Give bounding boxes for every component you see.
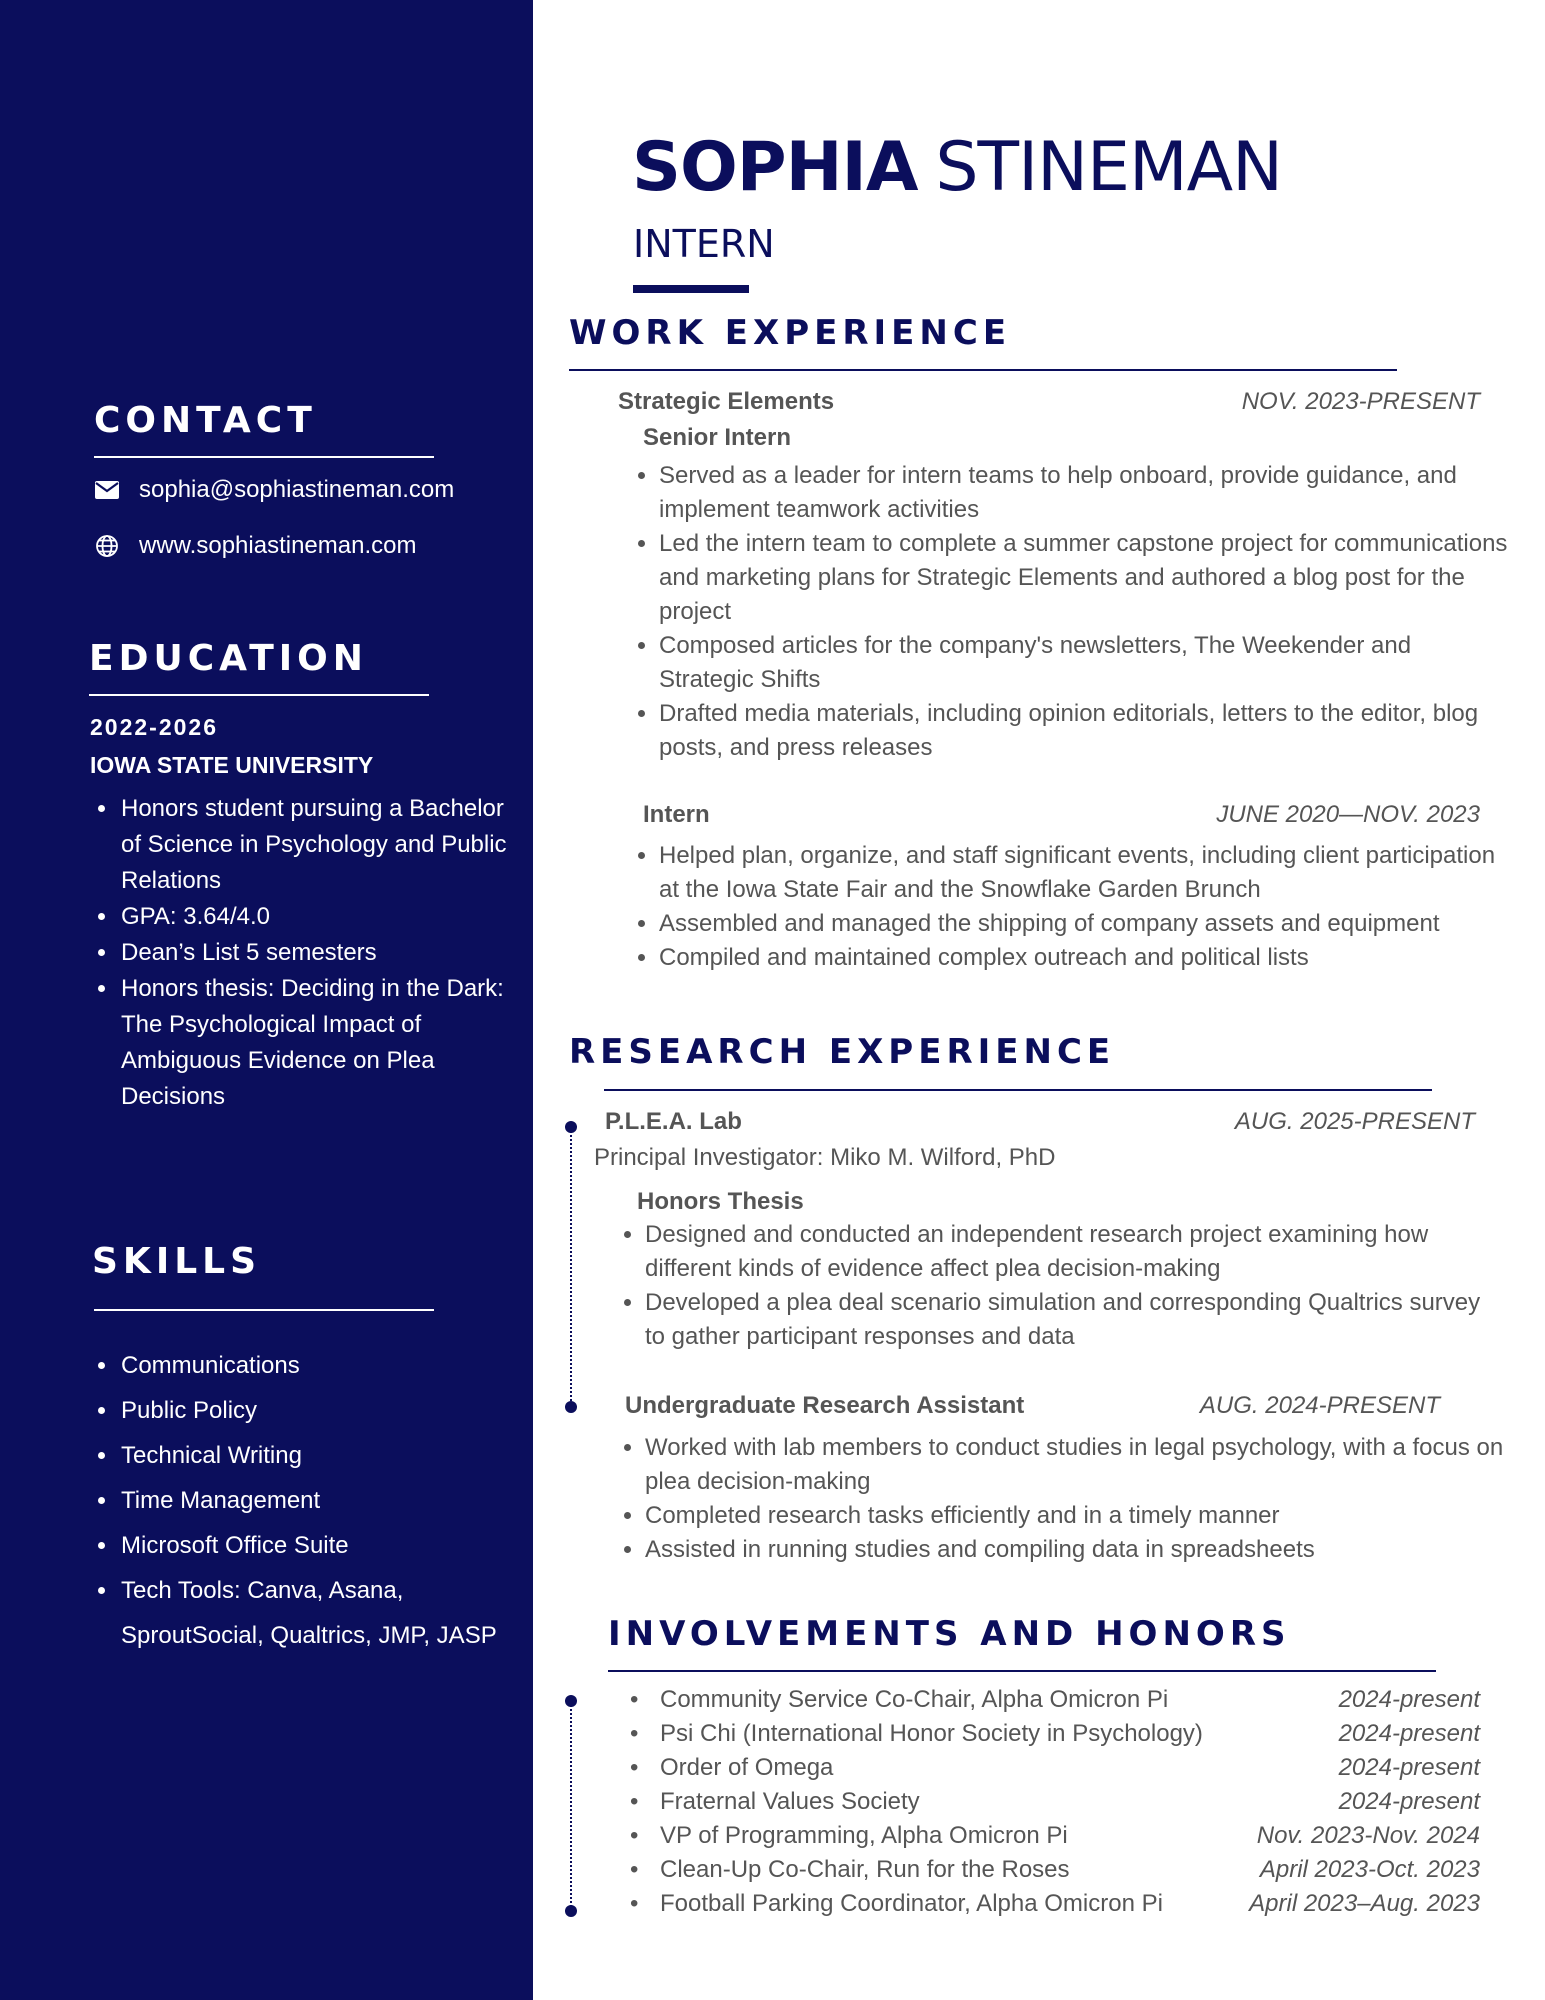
work-bullet: • Served as a leader for intern teams to help onboard, provide guidance, and implement teamwork activities [659,459,1509,527]
honor-item [630,1717,1480,1751]
honor-item [630,1853,1480,1887]
work-role-bullets [631,839,1509,975]
honors-timeline [570,1705,572,1911]
research-bullet: • Designed and conducted an independent research project examining how different kinds of evidence affect plea decision-making [645,1218,1505,1286]
contact-website[interactable]: www.sophiastineman.com [139,532,417,559]
honors-heading: INVOLVEMENTS AND HONORS [608,1614,1291,1654]
research-bullet: • Assisted in running studies and compiling data in spreadsheets [645,1533,1505,1567]
research-pi: Principal Investigator: Miko M. Wilford, PhD [594,1144,1056,1171]
skills-divider [94,1309,434,1311]
contact-website-row[interactable] [95,532,416,560]
honor-item [630,1751,1480,1785]
timeline-dot [565,1695,577,1707]
research-divider [604,1089,1432,1091]
research-role-bullets [617,1431,1505,1567]
research-org-date: AUG. 2025-PRESENT [1234,1108,1475,1135]
work-bullet: • Compiled and maintained complex outreach and political lists [659,941,1509,975]
skill-item: • Microsoft Office Suite [119,1523,519,1568]
last-name: STINEMAN [935,128,1283,207]
skill-item: • Time Management [119,1478,519,1523]
honor-date: 2024-present [1338,1720,1480,1747]
contact-divider [94,456,434,458]
education-years: 2022-2026 [90,714,218,740]
honor-item [630,1819,1480,1853]
sidebar [0,0,533,2000]
contact-email[interactable]: sophia@sophiastineman.com [139,476,455,503]
honor-label: • Community Service Co-Chair, Alpha Omicron Pi [630,1683,1168,1717]
work-role-date: NOV. 2023-PRESENT [1241,388,1480,415]
honor-date: 2024-present [1338,1788,1480,1815]
honor-date: Nov. 2023-Nov. 2024 [1256,1822,1480,1849]
honor-date: 2024-present [1338,1686,1480,1713]
education-item: • GPA: 3.64/4.0 [119,899,519,935]
work-bullet: • Led the intern team to complete a summer capstone project for communications and marketing plans for Strategic Elements and authored a blog post for the project [659,527,1509,629]
skill-item: • Public Policy [119,1388,519,1433]
education-item: • Honors student pursuing a Bachelor of Science in Psychology and Public Relations [119,791,519,899]
globe-icon [95,534,119,558]
first-name: SOPHIA [632,128,918,207]
honors-list [630,1683,1480,1921]
honor-date: April 2023-Oct. 2023 [1259,1856,1480,1883]
education-divider [89,694,429,696]
title-accent-bar [633,285,749,293]
education-item: • Honors thesis: Deciding in the Dark: The Psychological Impact of Ambiguous Evidence on Plea Decisions [119,971,519,1115]
skills-list [89,1343,519,1658]
honor-label: • Order of Omega [630,1751,833,1785]
work-role-bullets [631,459,1509,765]
honor-date: April 2023–Aug. 2023 [1249,1890,1480,1917]
honor-label: • VP of Programming, Alpha Omicron Pi [630,1819,1068,1853]
candidate-name [632,128,1282,207]
honor-label: • Psi Chi (International Honor Society in Psychology) [630,1717,1203,1751]
skill-item: • Technical Writing [119,1433,519,1478]
honor-label: • Fraternal Values Society [630,1785,920,1819]
work-bullet: • Assembled and managed the shipping of company assets and equipment [659,907,1509,941]
work-heading: WORK EXPERIENCE [569,313,1012,353]
skills-heading: SKILLS [92,1241,262,1282]
research-bullet: • Worked with lab members to conduct studies in legal psychology, with a focus on plea decision-making [645,1431,1505,1499]
timeline-dot [565,1905,577,1917]
work-role-title: Senior Intern [643,424,792,451]
education-school: IOWA STATE UNIVERSITY [90,752,374,778]
timeline-dot [565,1121,577,1133]
work-bullet: • Helped plan, organize, and staff significant events, including client participation at the Iowa State Fair and the Snowflake Garden Brunch [659,839,1509,907]
skill-item: • Tech Tools: Canva, Asana, SproutSocial, Qualtrics, JMP, JASP [119,1568,519,1658]
work-divider [569,369,1397,371]
work-org: Strategic Elements [618,388,835,415]
education-list [89,791,519,1115]
envelope-icon [95,478,119,502]
honor-date: 2024-present [1338,1754,1480,1781]
research-role-title: Undergraduate Research Assistant [625,1392,1025,1419]
research-bullet: • Completed research tasks efficiently and in a timely manner [645,1499,1505,1533]
research-bullet: • Developed a plea deal scenario simulation and corresponding Qualtrics survey to gather participant responses and data [645,1286,1505,1354]
research-timeline [570,1127,572,1409]
honor-item [630,1683,1480,1717]
job-title: INTERN [633,222,775,266]
work-role-title: Intern [643,801,710,828]
contact-email-row[interactable] [95,476,454,504]
honors-divider [608,1670,1436,1672]
honor-label: • Football Parking Coordinator, Alpha Omicron Pi [630,1887,1163,1921]
education-heading: EDUCATION [89,638,368,679]
honor-item [630,1887,1480,1921]
skill-item: • Communications [119,1343,519,1388]
research-org: P.L.E.A. Lab [605,1108,742,1135]
research-role-bullets [617,1218,1505,1354]
honor-label: • Clean-Up Co-Chair, Run for the Roses [630,1853,1070,1887]
work-bullet: • Composed articles for the company's newsletters, The Weekender and Strategic Shifts [659,629,1509,697]
work-bullet: • Drafted media materials, including opinion editorials, letters to the editor, blog posts, and press releases [659,697,1509,765]
contact-heading: CONTACT [94,400,317,441]
education-item: • Dean’s List 5 semesters [119,935,519,971]
timeline-dot [565,1401,577,1413]
research-role-title: Honors Thesis [637,1188,804,1215]
honor-item [630,1785,1480,1819]
research-heading: RESEARCH EXPERIENCE [569,1032,1116,1072]
research-role-date: AUG. 2024-PRESENT [1199,1392,1440,1419]
work-role-date: JUNE 2020—NOV. 2023 [1216,801,1480,828]
